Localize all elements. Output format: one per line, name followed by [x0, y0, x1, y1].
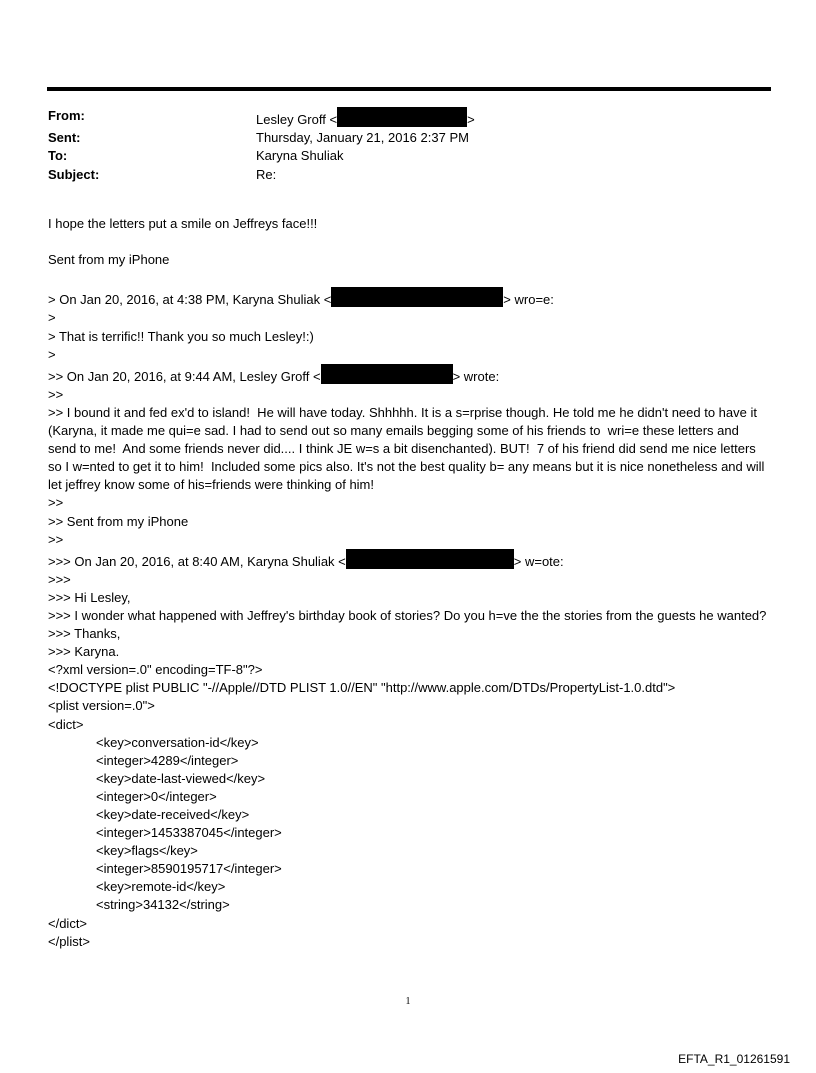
redaction-box	[331, 287, 503, 307]
plist-line: </plist>	[48, 933, 90, 949]
plist-entry: <key>flags</key>	[96, 843, 198, 859]
from-row	[48, 107, 475, 129]
from-name: Lesley Groff <	[256, 112, 338, 127]
sent-row	[48, 129, 475, 147]
quote-paragraph: >> I bound it and fed ex'd to island! He will have today. Shhhhh. It is a s=rprise though. He told me he didn't need to have it (Karyna, it made me qui=e sad. I had to send out so many emails begging some of his friends to wri=e these letters and send to me! And some friends never did.... I think JE w=s a bit disenchanted). BUT! 7 of his friend did send me nice letters so I w=nted to get it to him! Included some pics also. It's not the best quality b= any means but it is nice nonetheless and will let jeffrey know some of his=friends were thinking of him!	[48, 404, 769, 493]
plist-entry: <integer>8590195717</integer>	[96, 861, 282, 877]
redaction-box	[321, 364, 453, 384]
plist-entry: <integer>1453387045</integer>	[96, 825, 282, 841]
quote-line: >	[48, 310, 56, 326]
plist-line: <dict>	[48, 716, 84, 732]
quote-line: >	[48, 346, 56, 362]
quote-header-end: > wro=e:	[503, 292, 554, 308]
to-label: To:	[48, 148, 68, 164]
subject-value: Re:	[256, 166, 277, 182]
from-label: From:	[48, 108, 85, 123]
quote-line: > That is terrific!! Thank you so much Lesley!:)	[48, 328, 314, 344]
quote-header	[48, 287, 770, 309]
quote-header-text: >>> On Jan 20, 2016, at 8:40 AM, Karyna Shuliak <	[48, 553, 346, 569]
quote-header-text: >> On Jan 20, 2016, at 9:44 AM, Lesley Groff <	[48, 368, 321, 384]
from-close: >	[467, 112, 475, 127]
page-number: 1	[405, 996, 411, 1007]
quote-header-end: > w=ote:	[513, 553, 564, 569]
quote-line: >>> I wonder what happened with Jeffrey's birthday book of stories? Do you h=ve the the stories from the guests he wanted?	[48, 607, 767, 623]
subject-label: Subject:	[48, 166, 100, 182]
signature-line: Sent from my iPhone	[48, 252, 170, 268]
email-header	[48, 107, 475, 184]
plist-entry: <integer>0</integer>	[96, 788, 217, 804]
header-rule	[47, 87, 771, 91]
quote-line: >>> Thanks,	[48, 626, 121, 642]
body-line: I hope the letters put a smile on Jeffreys face!!!	[48, 216, 318, 231]
plist-line: <plist version=.0">	[48, 698, 155, 714]
plist-entry: <key>date-last-viewed</key>	[96, 770, 266, 786]
quote-header	[48, 549, 770, 571]
plist-line: </dict>	[48, 915, 88, 931]
plist-entry: <key>conversation-id</key>	[96, 734, 259, 750]
from-value	[256, 107, 475, 129]
quote-line: >>	[48, 531, 64, 547]
quote-line: >> Sent from my iPhone	[48, 513, 189, 529]
sent-label: Sent:	[48, 130, 81, 146]
quote-header-text: > On Jan 20, 2016, at 4:38 PM, Karyna Shuliak <	[48, 292, 332, 308]
plist-line: <!DOCTYPE plist PUBLIC "-//Apple//DTD PLIST 1.0//EN" "http://www.apple.com/DTDs/PropertyList-1.0.dtd">	[48, 680, 676, 696]
plist-line: <?xml version=.0" encoding=TF-8"?>	[48, 662, 263, 678]
to-value: Karyna Shuliak	[256, 148, 344, 164]
plist-entry: <key>remote-id</key>	[96, 879, 226, 895]
quote-line: >>>	[48, 571, 71, 587]
redaction-box	[337, 107, 467, 127]
quote-line: >>	[48, 386, 64, 402]
plist-entry: <integer>4289</integer>	[96, 752, 239, 768]
redaction-box	[346, 549, 514, 569]
email-body	[48, 215, 770, 951]
quote-header	[48, 364, 770, 386]
subject-row	[48, 166, 475, 184]
document-id: EFTA_R1_01261591	[678, 1052, 790, 1066]
quote-line: >>> Hi Lesley,	[48, 589, 131, 605]
plist-entry: <string>34132</string>	[96, 897, 230, 913]
sent-value: Thursday, January 21, 2016 2:37 PM	[256, 130, 469, 146]
quote-header-end: > wrote:	[452, 368, 500, 384]
quote-line: >>	[48, 495, 64, 511]
plist-entry: <key>date-received</key>	[96, 807, 250, 822]
quote-line: >>> Karyna.	[48, 644, 120, 660]
to-row	[48, 147, 475, 165]
